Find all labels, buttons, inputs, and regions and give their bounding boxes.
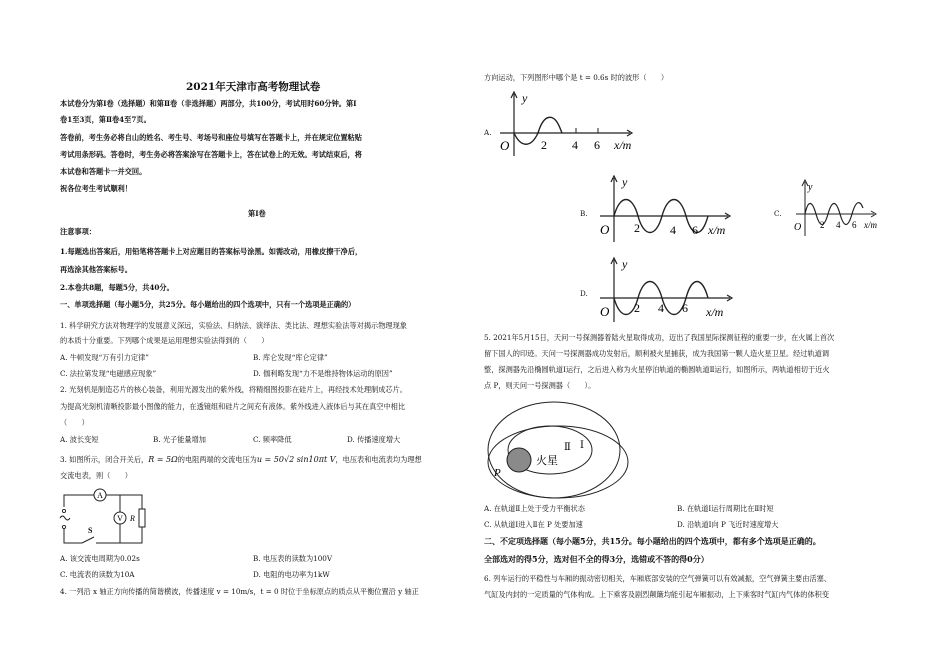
option: C. 从轨道Ⅰ进入Ⅱ在 P 处要加速 <box>484 520 583 529</box>
tick-label: 4 <box>572 138 578 152</box>
resistor-label: R <box>130 514 135 523</box>
wave-graph-d <box>594 254 744 324</box>
wave-curve <box>514 117 562 144</box>
y-label: y <box>808 182 813 193</box>
intro-line: 卷1至3页，第Ⅱ卷4至7页。 <box>60 115 151 124</box>
tick-label: 2 <box>634 301 640 315</box>
q3-formula-voltage: u = 50√2 sin10πt V <box>256 455 336 464</box>
intro-line: 本试卷和答题卡一并交回。 <box>60 167 147 176</box>
exam-title: 2021年天津市高考物理试卷 <box>186 81 321 93</box>
option: D. 电阻的电功率为1kW <box>253 570 330 579</box>
note-line: 1.每题选出答案后，用铅笔将答题卡上对应题目的答案标号涂黑。如需改动，用橡皮擦干净后， <box>60 247 363 256</box>
section-heading: 全部选对的得5分，选对但不全的得3分，选错或不答的得0分） <box>484 554 709 564</box>
switch-label: S <box>88 526 93 535</box>
note-line: 2.本卷共8题，每题5分，共40分。 <box>60 283 174 292</box>
part-title: 第Ⅰ卷 <box>248 209 266 218</box>
orbit-label: Ⅱ <box>564 442 571 453</box>
x-label: x/m <box>614 138 632 152</box>
section-heading: 一、单项选择题（每小题5分，共25分。每小题给出的四个选项中，只有一个选项是正确的） <box>60 300 356 309</box>
question-text: 气缸及内封的一定质量的气体构成。上下乘客及剧烈颠簸均能引起车厢振动，上下乘客时气缸内气体的体积变 <box>484 590 830 599</box>
circuit-diagram <box>58 487 158 551</box>
option: A. 该交流电周期为0.02s <box>60 554 140 563</box>
option: C. 频率降低 <box>253 435 292 444</box>
orbit-label: Ⅰ <box>580 440 584 451</box>
question-text: 留下国人的印迹。天问一号探测器成功发射后，顺利被火星捕获，成为我国第一颗人造火星卫星。经过轨道调 <box>484 349 830 358</box>
x-label: x/m <box>706 305 724 319</box>
question-text: 6. 列车运行的平稳性与车厢的振动密切相关，车厢底部安装的空气弹簧可以有效减振，空气弹簧主要由活塞、 <box>484 574 831 583</box>
tick-label: 4 <box>658 301 664 315</box>
y-label: y <box>622 175 628 189</box>
option: B. 库仑发现“库仑定律” <box>253 353 328 362</box>
question-text: 1. 科学研究方法对物理学的发展意义深远，实验法、归纳法、演绎法、类比法、理想实验法等对揭示物理现象 <box>60 321 407 330</box>
option-label: C. <box>774 209 782 218</box>
intro-line: 考试用条形码。答卷时，考生务必将答案涂写在答题卡上，答在试卷上的无效。考试结束后，将 <box>60 150 362 159</box>
option: C. 电流表的读数为10A <box>60 570 135 579</box>
question-text: 方向运动，下列图形中哪个是 t = 0.6s 时的波形（ ） <box>484 73 669 82</box>
q3-text-part: 3. 如图所示，闭合开关后， <box>60 455 149 464</box>
tick-label: 6 <box>852 220 857 230</box>
option: B. 在轨道Ⅰ运行周期比在Ⅱ时短 <box>677 504 774 513</box>
wave-graph-c <box>790 176 890 238</box>
x-label: x/m <box>708 223 726 237</box>
option: D. 沿轨道Ⅰ向 P 飞近时速度增大 <box>677 520 779 529</box>
section-heading: 二、不定项选择题（每小题5分，共15分。每小题给出的四个选项中，都有多个选项是正确的。 <box>484 536 821 546</box>
notes-heading: 注意事项： <box>60 227 96 236</box>
orbit-diagram <box>482 392 632 500</box>
y-label: y <box>622 257 628 271</box>
option: B. 电压表的读数为100V <box>253 554 333 563</box>
mars-label: 火星 <box>536 455 558 467</box>
tick-label: 6 <box>692 223 698 237</box>
option: C. 法拉第发现“电磁感应现象” <box>60 369 157 378</box>
origin-label: O <box>600 222 610 237</box>
question-text: 交流电表，则（ ） <box>60 471 132 480</box>
q3-formula-resistance: R = 5Ω <box>148 455 178 464</box>
origin-label: O <box>794 222 802 233</box>
mars-icon <box>507 448 531 472</box>
intro-line: 本试卷分为第Ⅰ卷（选择题）和第Ⅱ卷（非选择题）两部分，共100分，考试用时60分钟。第Ⅰ <box>60 99 357 108</box>
option-label: B. <box>580 209 588 218</box>
option-label: D. <box>580 289 588 298</box>
question-text: 点 P，则天问一号探测器（ ）。 <box>484 381 596 390</box>
option: B. 光子能量增加 <box>153 435 206 444</box>
option-label: A. <box>484 128 492 137</box>
wave-graph-b <box>592 172 742 244</box>
x-label: x/m <box>864 220 877 230</box>
option: A. 牛顿发现“万有引力定律” <box>60 353 149 362</box>
tick-label: 6 <box>594 138 600 152</box>
voltmeter-label: V <box>117 514 123 523</box>
note-line: 再选涂其他答案标号。 <box>60 265 132 274</box>
tick-label: 4 <box>836 220 841 230</box>
tick-mark <box>576 128 598 133</box>
question-text: 为提高光刻机清晰投影最小图像的能力，在透镜组和硅片之间充有液体。紫外线进入液体后与其在真空中相比 <box>60 402 406 411</box>
q3-text-part: 的电阻两端的交流电压为 <box>177 455 257 464</box>
intro-line: 答卷前，考生务必将自山的姓名、考生号、考场号和座位号填写在答题卡上，并在规定位置粘贴 <box>60 133 362 142</box>
question-text: 4. 一列沿 x 轴正方向传播的简谐横波，传播速度 v = 10m/s，t = 0 时位于坐标原点的质点从平衡位置沿 y 轴正 <box>60 587 419 596</box>
terminal-icon <box>62 525 65 528</box>
option: A. 波长变短 <box>60 435 99 444</box>
origin-label: O <box>500 138 510 153</box>
q3-text-part: ，电压表和电流表均为理想 <box>335 455 422 464</box>
intro-line: 祝各位考生考试顺利！ <box>60 184 132 193</box>
ammeter-label: A <box>97 491 103 500</box>
question-text: （ ） <box>60 418 89 427</box>
option: D. 伽利略发现“力不是维持物体运动的原因” <box>253 369 393 378</box>
origin-label: O <box>600 304 610 319</box>
point-label: P <box>494 467 501 479</box>
option: A. 在轨道Ⅱ上处于受力平衡状态 <box>484 504 585 513</box>
question-text: 5. 2021年5月15日，天问一号探测器着陆火星取得成功，迈出了我国星际探测征程的重要一步，在火属上首次 <box>484 333 835 342</box>
tick-label: 2 <box>541 138 547 152</box>
tick-label: 4 <box>670 223 676 237</box>
resistor-icon <box>139 509 145 527</box>
question-text: 2. 光刻机是制造芯片的核心装备，利用光源发出的紫外线，将精细图投影在硅片上，再经技术处理制成芯片。 <box>60 385 407 394</box>
question-text: 整，探测器先沿椭圆轨道Ⅰ运行，之后进入称为火星停泊轨道的椭圆轨道Ⅱ运行，如图所示，两轨道相切于近火 <box>484 365 830 374</box>
terminal-icon <box>62 509 65 512</box>
question-text <box>60 455 422 465</box>
wave-graph-a <box>494 88 644 158</box>
y-label: y <box>522 91 528 105</box>
tick-label: 2 <box>820 220 825 230</box>
tick-label: 2 <box>634 221 640 235</box>
option: D. 传播速度增大 <box>347 435 401 444</box>
question-text: 的本质十分重要。下列哪个成果是运用理想实验法得到的（ ） <box>60 336 269 345</box>
tick-label: 6 <box>682 301 688 315</box>
